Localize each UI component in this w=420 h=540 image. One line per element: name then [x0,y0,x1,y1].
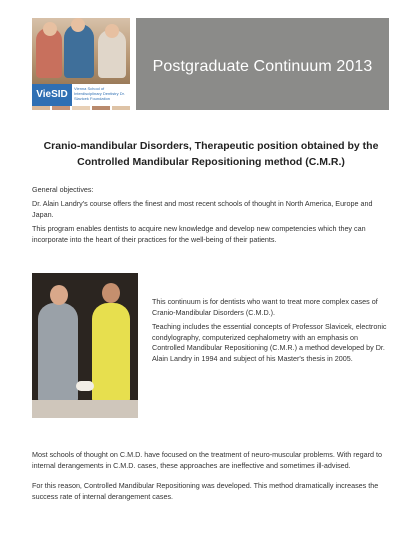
document-title: Cranio-mandibular Disorders, Therapeutic position obtained by the Controlled Mandibular Repositioning method (C.M.R.) [43,140,379,168]
side-paragraph-2: Teaching includes the essential concepts of Professor Slavicek, electronic condylography, computerized cephalometry with an emphasis on Controlled Mandibular Repositioning (C.M.R.) a method developed by Dr. Alain Landry in 1994 and subject of his Master's thesis in 2005. [152,322,387,363]
banner-title: Postgraduate Continuum 2013 [152,58,373,75]
paragraph-4: For this reason, Controlled Mandibular Repositioning was developed. This method dramatically increases the success rate of internal derangement cases. [32,481,379,501]
side-text-block [152,297,388,369]
paragraph-1: Dr. Alain Landry's course offers the finest and most recent schools of thought in North America, Europe and Japan. [32,199,373,219]
person-figure [92,303,130,403]
skull-model [76,381,94,391]
logo-tagline: Vienna School of Interdisciplinary Dentistry Dr. Slavicek Foundation [74,86,125,101]
person-figure [98,30,126,78]
closing-section [32,449,388,505]
instructors-photo [32,273,138,418]
logo-mark: VieSID [32,84,72,106]
paragraph-3: Most schools of thought on C.M.D. have focused on the treatment of neuro-muscular problems. With regard to internal derangements in C.M.D. cases, these approaches are ineffective and sometimes ill-advised. [32,450,382,470]
faces-strip [32,106,130,110]
paragraph-2: This program enables dentists to acquire new knowledge and develop new competencies which they can incorporate into the heart of their practices for the well-being of their patients. [32,224,366,244]
person-figure [36,28,62,78]
person-figure [38,303,78,403]
objectives-section [32,184,388,248]
header-photo-collage [32,18,130,110]
side-paragraph-1: This continuum is for dentists who want to treat more complex cases of Cranio-Mandibular Disorders (C.M.D.). [152,297,378,317]
group-photo [32,18,130,84]
objectives-heading: General objectives: [32,185,94,194]
table-surface [32,400,138,418]
title-banner [136,18,389,110]
person-figure [64,24,94,78]
